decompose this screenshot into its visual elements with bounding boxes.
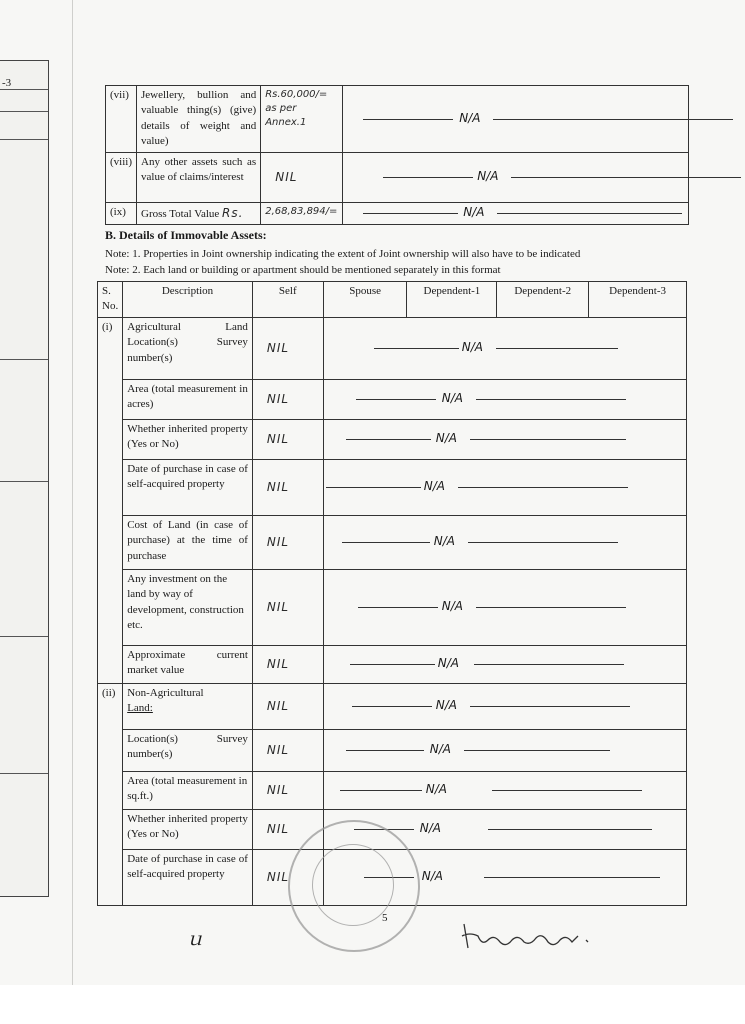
na-span (323, 419, 686, 459)
na-text: N/A (429, 742, 451, 757)
na-text: N/A (433, 534, 455, 549)
self-value: NIL (252, 379, 323, 419)
self-value: NIL (252, 459, 323, 515)
page-fold-shadow (72, 0, 73, 1000)
na-text: N/A (423, 479, 445, 494)
table-row (98, 317, 687, 379)
page-number: 5 (382, 912, 388, 924)
row-description: Date of purchase in case of self-acquired property (123, 459, 253, 515)
na-text: N/A (477, 169, 499, 184)
table-row (98, 729, 687, 771)
row-description: Agricultural Land Location(s) Survey number(s) (123, 317, 253, 379)
row-description: Area (total measurement in sq.ft.) (123, 771, 253, 809)
previous-page-edge (0, 60, 49, 897)
self-value: NIL (252, 317, 323, 379)
self-value: NIL (252, 809, 323, 849)
na-text: N/A (435, 431, 457, 446)
non-agri-label: Non-Agricultural (127, 686, 204, 699)
row-description: Whether inherited property (Yes or No) (123, 419, 253, 459)
self-value: NIL (252, 569, 323, 645)
na-span (343, 202, 689, 224)
group-number: (ii) (98, 683, 123, 905)
movable-assets-table (105, 85, 689, 225)
na-text: N/A (461, 340, 483, 355)
row-description (123, 683, 253, 729)
row-number: (ix) (106, 202, 137, 224)
currency-prefix: Rs. (222, 205, 244, 220)
table-row (98, 515, 687, 569)
group-number: (i) (98, 317, 123, 683)
table-row (98, 645, 687, 683)
immovable-assets-table (97, 281, 687, 906)
row-description: Any other assets such as value of claims/interest (137, 152, 261, 202)
na-text: N/A (435, 698, 457, 713)
table-row (98, 459, 687, 515)
table-row (98, 569, 687, 645)
self-value: NIL (252, 683, 323, 729)
na-span (323, 569, 686, 645)
row-description: Date of purchase in case of self-acquired property (123, 849, 253, 905)
na-span (323, 379, 686, 419)
na-text: N/A (437, 656, 459, 671)
na-span (343, 86, 689, 153)
na-span (323, 771, 686, 809)
na-text: N/A (419, 821, 441, 836)
col-header-description: Description (123, 282, 253, 318)
self-value: Rs.60,000/= as per Annex.1 (261, 86, 343, 153)
col-header-dependent-2: Dependent-2 (497, 282, 589, 318)
self-value: NIL (252, 419, 323, 459)
row-description: Area (total measurement in acres) (123, 379, 253, 419)
gross-total-label: Gross Total Value (141, 207, 220, 220)
row-description: Jewellery, bullion and valuable thing(s) (give) details of weight and value) (137, 86, 261, 153)
na-text: N/A (459, 110, 481, 125)
side-tab-label: -3 (2, 77, 12, 89)
self-value: NIL (252, 729, 323, 771)
row-description: Cost of Land (in case of purchase) at the time of purchase (123, 515, 253, 569)
col-header-spouse: Spouse (323, 282, 407, 318)
initial-mark: ｕ (186, 929, 204, 950)
row-description: Location(s) Survey number(s) (123, 729, 253, 771)
na-span (323, 729, 686, 771)
section-heading: B. Details of Immovable Assets: (105, 228, 267, 242)
self-value: NIL (252, 645, 323, 683)
na-text: N/A (463, 205, 485, 220)
na-text: N/A (441, 599, 463, 614)
row-description: Approximate current market value (123, 645, 253, 683)
row-description: Whether inherited property (Yes or No) (123, 809, 253, 849)
scan-bottom-edge (0, 985, 745, 1024)
self-value: NIL (252, 515, 323, 569)
na-span (323, 459, 686, 515)
notary-seal (288, 820, 420, 952)
row-number: (vii) (106, 86, 137, 153)
col-header-dependent-1: Dependent-1 (407, 282, 497, 318)
na-span (323, 317, 686, 379)
na-text: N/A (441, 391, 463, 406)
na-text: N/A (421, 869, 443, 884)
land-label: Land: (127, 702, 153, 715)
self-value: NIL (252, 771, 323, 809)
row-description (137, 202, 261, 224)
note-1: Note: 1. Properties in Joint ownership indicating the extent of Joint ownership will also have to be indicated (105, 248, 581, 260)
row-description: Any investment on the land by way of development, construction etc. (123, 569, 253, 645)
na-span (323, 683, 686, 729)
header-row (98, 282, 687, 318)
table-row (106, 202, 689, 224)
self-value: NIL (252, 849, 323, 905)
na-span (343, 152, 689, 202)
self-value: NIL (261, 152, 343, 202)
signature (460, 918, 610, 963)
na-text: N/A (425, 782, 447, 797)
col-header-sno: S. No. (98, 282, 123, 318)
table-row (98, 771, 687, 809)
table-row (98, 683, 687, 729)
col-header-dependent-3: Dependent-3 (589, 282, 687, 318)
table-row (106, 152, 689, 202)
col-header-self: Self (252, 282, 323, 318)
table-row (106, 86, 689, 153)
na-span (323, 645, 686, 683)
row-number: (viii) (106, 152, 137, 202)
table-row (98, 419, 687, 459)
na-span (323, 515, 686, 569)
self-value: 2,68,83,894/= (261, 202, 343, 224)
note-2: Note: 2. Each land or building or apartment should be mentioned separately in this format (105, 264, 501, 276)
table-row (98, 379, 687, 419)
